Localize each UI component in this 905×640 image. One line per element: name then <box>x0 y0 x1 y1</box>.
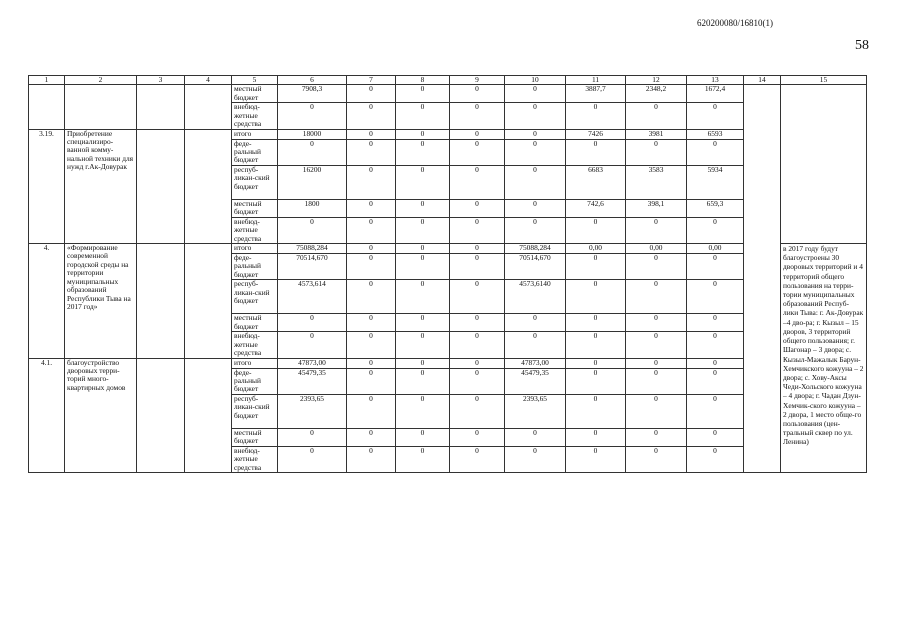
funding-source: местный бюджет <box>232 85 278 103</box>
value-cell: 2393,65 <box>278 394 347 428</box>
funding-source: респуб-ликан-ский бюджет <box>232 280 278 314</box>
value-cell: 0 <box>278 103 347 129</box>
column-header: 8 <box>396 76 450 85</box>
value-cell: 0 <box>347 358 396 368</box>
value-cell: 0 <box>505 428 566 446</box>
value-cell: 0 <box>347 139 396 165</box>
value-cell: 0 <box>505 129 566 139</box>
value-cell: 0 <box>566 254 626 280</box>
value-cell: 0 <box>396 129 450 139</box>
value-cell: 0 <box>347 85 396 103</box>
value-cell: 0 <box>626 332 687 358</box>
value-cell: 0 <box>347 103 396 129</box>
value-cell: 2393,65 <box>505 394 566 428</box>
value-cell: 18000 <box>278 129 347 139</box>
value-cell: 70514,670 <box>505 254 566 280</box>
value-cell: 0 <box>347 280 396 314</box>
empty-cell <box>137 244 185 358</box>
value-cell: 0 <box>566 139 626 165</box>
value-cell: 0 <box>687 428 744 446</box>
funding-source: феде-ральный бюджет <box>232 368 278 394</box>
funding-source: итого <box>232 129 278 139</box>
column-header: 11 <box>566 76 626 85</box>
value-cell: 0 <box>626 428 687 446</box>
value-cell: 659,3 <box>687 199 744 217</box>
value-cell: 1672,4 <box>687 85 744 103</box>
value-cell: 0 <box>566 394 626 428</box>
value-cell: 0 <box>450 244 505 254</box>
item-code: 3.19. <box>29 129 65 243</box>
item-code <box>29 85 65 129</box>
empty-cell <box>744 85 781 473</box>
column-header: 13 <box>687 76 744 85</box>
value-cell: 0 <box>347 314 396 332</box>
value-cell: 3583 <box>626 165 687 199</box>
table-row <box>29 129 867 139</box>
value-cell: 0 <box>396 428 450 446</box>
value-cell: 0 <box>626 217 687 243</box>
value-cell: 6593 <box>687 129 744 139</box>
column-header: 1 <box>29 76 65 85</box>
value-cell: 6683 <box>566 165 626 199</box>
value-cell: 0 <box>347 217 396 243</box>
value-cell: 5934 <box>687 165 744 199</box>
value-cell: 0 <box>687 368 744 394</box>
value-cell: 0 <box>450 103 505 129</box>
empty-cell <box>137 129 185 243</box>
value-cell: 0 <box>687 394 744 428</box>
column-header: 3 <box>137 76 185 85</box>
value-cell: 7426 <box>566 129 626 139</box>
value-cell: 0 <box>626 368 687 394</box>
value-cell: 0 <box>505 165 566 199</box>
value-cell: 0 <box>450 139 505 165</box>
item-name: «Формирование современной городской среды на территории муниципальных образований Республики Тыва на 2017 год» <box>65 244 137 358</box>
empty-cell <box>185 129 232 243</box>
value-cell: 0 <box>396 244 450 254</box>
value-cell: 0 <box>626 103 687 129</box>
value-cell: 0 <box>626 446 687 472</box>
column-header-row <box>29 76 867 85</box>
empty-cell <box>185 85 232 129</box>
value-cell: 0 <box>566 428 626 446</box>
value-cell: 3887,7 <box>566 85 626 103</box>
column-header: 2 <box>65 76 137 85</box>
value-cell: 0 <box>450 165 505 199</box>
value-cell: 0 <box>347 394 396 428</box>
value-cell: 0 <box>396 368 450 394</box>
value-cell: 0 <box>396 85 450 103</box>
value-cell: 0 <box>566 280 626 314</box>
funding-source: внебюд-жетные средства <box>232 217 278 243</box>
value-cell: 0 <box>347 165 396 199</box>
value-cell: 0 <box>505 139 566 165</box>
value-cell: 0 <box>687 217 744 243</box>
value-cell: 0 <box>396 446 450 472</box>
value-cell: 0 <box>687 358 744 368</box>
funding-source: внебюд-жетные средства <box>232 446 278 472</box>
value-cell: 0 <box>396 165 450 199</box>
value-cell: 0 <box>626 254 687 280</box>
value-cell: 0 <box>505 446 566 472</box>
value-cell: 0 <box>505 85 566 103</box>
column-header: 15 <box>781 76 867 85</box>
value-cell: 0,00 <box>566 244 626 254</box>
value-cell: 0 <box>687 332 744 358</box>
value-cell: 0 <box>396 199 450 217</box>
value-cell: 0 <box>450 314 505 332</box>
value-cell: 1800 <box>278 199 347 217</box>
funding-source: итого <box>232 244 278 254</box>
value-cell: 0 <box>396 139 450 165</box>
value-cell: 75088,284 <box>505 244 566 254</box>
value-cell: 0 <box>626 280 687 314</box>
item-code: 4.1. <box>29 358 65 472</box>
value-cell: 0 <box>278 332 347 358</box>
value-cell: 0 <box>347 446 396 472</box>
value-cell: 0 <box>505 217 566 243</box>
column-header: 12 <box>626 76 687 85</box>
funding-source: местный бюджет <box>232 314 278 332</box>
table-row <box>29 358 867 368</box>
value-cell: 0 <box>396 314 450 332</box>
value-cell: 742,6 <box>566 199 626 217</box>
value-cell: 0 <box>505 199 566 217</box>
value-cell: 16200 <box>278 165 347 199</box>
value-cell: 4573,6140 <box>505 280 566 314</box>
value-cell: 3981 <box>626 129 687 139</box>
item-code: 4. <box>29 244 65 358</box>
expected-result-note: в 2017 году будут благоустроены 30 дворовых территорий и 4 территорий общего пользования на терри-тории муниципальных образований Респуб-лики Тыва: г. Ак-Довурак –4 дво-ра; г. Кызыл – 15 дворов, 3 территорий общего пользования; г. Шагонар – 3 двора; с. Кызыл-Мажалык Барун-Хемчикского кожууна – 2 двора; с. Хову-Аксы Чеди-Хольского кожууна – 4 двора; г. Чадан Дзун-Хемчик-ского кожууна – 2 двора, 1 место обще-го пользования (цен-тральный сквер по ул. Ленина) <box>781 244 867 473</box>
table-row <box>29 244 867 254</box>
budget-table <box>28 75 867 473</box>
empty-cell <box>781 85 867 244</box>
value-cell: 0 <box>347 199 396 217</box>
page-number: 58 <box>855 38 869 53</box>
funding-source: внебюд-жетные средства <box>232 332 278 358</box>
value-cell: 2348,2 <box>626 85 687 103</box>
value-cell: 0 <box>687 139 744 165</box>
funding-source: респуб-ликан-ский бюджет <box>232 394 278 428</box>
value-cell: 0 <box>450 254 505 280</box>
item-name: благоустройство дворовых терри-торий много-квартирных домов <box>65 358 137 472</box>
value-cell: 47873,00 <box>505 358 566 368</box>
item-name <box>65 85 137 129</box>
value-cell: 0 <box>450 446 505 472</box>
value-cell: 0 <box>566 103 626 129</box>
empty-cell <box>137 85 185 129</box>
value-cell: 0 <box>450 368 505 394</box>
column-header: 5 <box>232 76 278 85</box>
value-cell: 0 <box>566 358 626 368</box>
value-cell: 0 <box>347 244 396 254</box>
funding-source: внебюд-жетные средства <box>232 103 278 129</box>
funding-source: местный бюджет <box>232 428 278 446</box>
value-cell: 0 <box>566 446 626 472</box>
value-cell: 0 <box>450 428 505 446</box>
value-cell: 7908,3 <box>278 85 347 103</box>
value-cell: 0 <box>450 199 505 217</box>
value-cell: 0,00 <box>687 244 744 254</box>
value-cell: 0 <box>450 358 505 368</box>
value-cell: 0 <box>347 254 396 280</box>
value-cell: 0 <box>396 280 450 314</box>
value-cell: 0 <box>687 254 744 280</box>
value-cell: 0 <box>347 332 396 358</box>
funding-source: феде-ральный бюджет <box>232 139 278 165</box>
value-cell: 0 <box>450 394 505 428</box>
funding-source: местный бюджет <box>232 199 278 217</box>
value-cell: 398,1 <box>626 199 687 217</box>
column-header: 4 <box>185 76 232 85</box>
value-cell: 0 <box>626 314 687 332</box>
value-cell: 0 <box>347 428 396 446</box>
item-name: Приобретение специализиро-ванной комму-нальной техники для нужд г.Ак-Довурак <box>65 129 137 243</box>
value-cell: 0 <box>450 129 505 139</box>
value-cell: 0 <box>626 139 687 165</box>
value-cell: 45479,35 <box>505 368 566 394</box>
value-cell: 0 <box>396 254 450 280</box>
value-cell: 0 <box>687 280 744 314</box>
value-cell: 0 <box>396 394 450 428</box>
value-cell: 0 <box>505 314 566 332</box>
value-cell: 0 <box>450 85 505 103</box>
value-cell: 75088,284 <box>278 244 347 254</box>
table-row <box>29 85 867 103</box>
empty-cell <box>185 244 232 358</box>
empty-cell <box>137 358 185 472</box>
value-cell: 0 <box>396 332 450 358</box>
value-cell: 45479,35 <box>278 368 347 394</box>
value-cell: 0,00 <box>626 244 687 254</box>
value-cell: 47873,00 <box>278 358 347 368</box>
value-cell: 0 <box>505 103 566 129</box>
value-cell: 0 <box>347 129 396 139</box>
empty-cell <box>185 358 232 472</box>
value-cell: 0 <box>347 368 396 394</box>
value-cell: 0 <box>566 368 626 394</box>
funding-source: респуб-ликан-ский бюджет <box>232 165 278 199</box>
value-cell: 0 <box>278 314 347 332</box>
value-cell: 0 <box>687 446 744 472</box>
value-cell: 0 <box>396 358 450 368</box>
value-cell: 0 <box>450 280 505 314</box>
column-header: 9 <box>450 76 505 85</box>
column-header: 14 <box>744 76 781 85</box>
value-cell: 0 <box>450 217 505 243</box>
value-cell: 0 <box>566 217 626 243</box>
document-id: 620200080/16810(1) <box>697 18 773 28</box>
funding-source: феде-ральный бюджет <box>232 254 278 280</box>
value-cell: 0 <box>278 217 347 243</box>
value-cell: 0 <box>687 314 744 332</box>
value-cell: 0 <box>687 103 744 129</box>
value-cell: 0 <box>278 428 347 446</box>
value-cell: 0 <box>278 446 347 472</box>
value-cell: 70514,670 <box>278 254 347 280</box>
value-cell: 0 <box>450 332 505 358</box>
value-cell: 0 <box>396 103 450 129</box>
column-header: 6 <box>278 76 347 85</box>
value-cell: 0 <box>626 358 687 368</box>
value-cell: 0 <box>505 332 566 358</box>
funding-source: итого <box>232 358 278 368</box>
value-cell: 0 <box>566 332 626 358</box>
value-cell: 0 <box>566 314 626 332</box>
value-cell: 4573,614 <box>278 280 347 314</box>
value-cell: 0 <box>278 139 347 165</box>
column-header: 7 <box>347 76 396 85</box>
column-header: 10 <box>505 76 566 85</box>
value-cell: 0 <box>396 217 450 243</box>
value-cell: 0 <box>626 394 687 428</box>
